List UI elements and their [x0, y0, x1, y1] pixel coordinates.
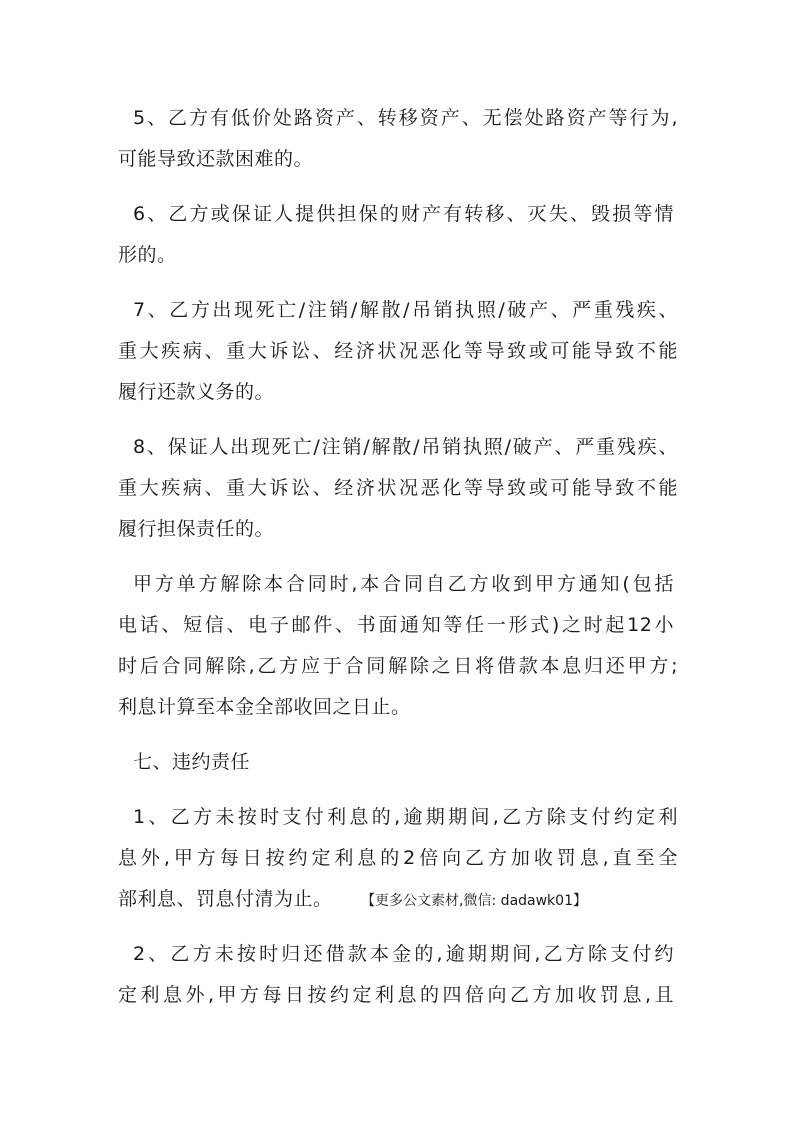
breach-1-line-2: 息外,甲方每日按约定利息的2倍向乙方加收罚息,直至全: [118, 847, 678, 869]
termination-line-2: 电话、短信、电子邮件、书面通知等任一形式)之时起12小: [118, 614, 674, 636]
clause-5-line-1: 5、乙方有低价处路资产、转移资产、无偿处路资产等行为,: [133, 107, 678, 129]
clause-7-line-2: 重大疾病、重大诉讼、经济状况恶化等导致或可能导致不能: [118, 340, 678, 362]
breach-1-line-3: [118, 885, 587, 915]
clause-6-line-2: 形的。: [118, 244, 177, 266]
termination-line-4: 利息计算至本金全部收回之日止。: [118, 696, 411, 718]
section-heading: 七、违约责任: [133, 751, 251, 773]
clause-5-line-2: 可能导致还款困难的。: [118, 148, 314, 170]
promo-note: 【更多公文素材,微信: dadawk01】: [361, 893, 587, 909]
clause-8-line-1: 8、保证人出现死亡/注销/解散/吊销执照/破产、严重残疾、: [133, 436, 678, 458]
clause-7-line-3: 履行还款义务的。: [118, 381, 275, 403]
breach-2-line-1: 2、乙方未按时归还借款本金的,逾期期间,乙方除支付约: [133, 943, 674, 965]
termination-line-1: 甲方单方解除本合同时,本合同自乙方收到甲方通知(包括: [133, 573, 674, 595]
clause-8-line-3: 履行担保责任的。: [118, 518, 275, 540]
breach-1-line-3-text: 部利息、罚息付清为止。: [118, 888, 333, 910]
clause-7-line-1: 7、乙方出现死亡/注销/解散/吊销执照/破产、严重残疾、: [133, 299, 678, 321]
clause-6-line-1: 6、乙方或保证人提供担保的财产有转移、灭失、毁损等情: [133, 203, 674, 225]
breach-1-line-1: 1、乙方未按时支付利息的,逾期期间,乙方除支付约定利: [133, 806, 678, 828]
breach-2-line-2: 定利息外,甲方每日按约定利息的四倍向乙方加收罚息,且: [118, 984, 674, 1006]
termination-line-3: 时后合同解除,乙方应于合同解除之日将借款本息归还甲方;: [118, 655, 678, 677]
clause-8-line-2: 重大疾病、重大诉讼、经济状况恶化等导致或可能导致不能: [118, 477, 678, 499]
